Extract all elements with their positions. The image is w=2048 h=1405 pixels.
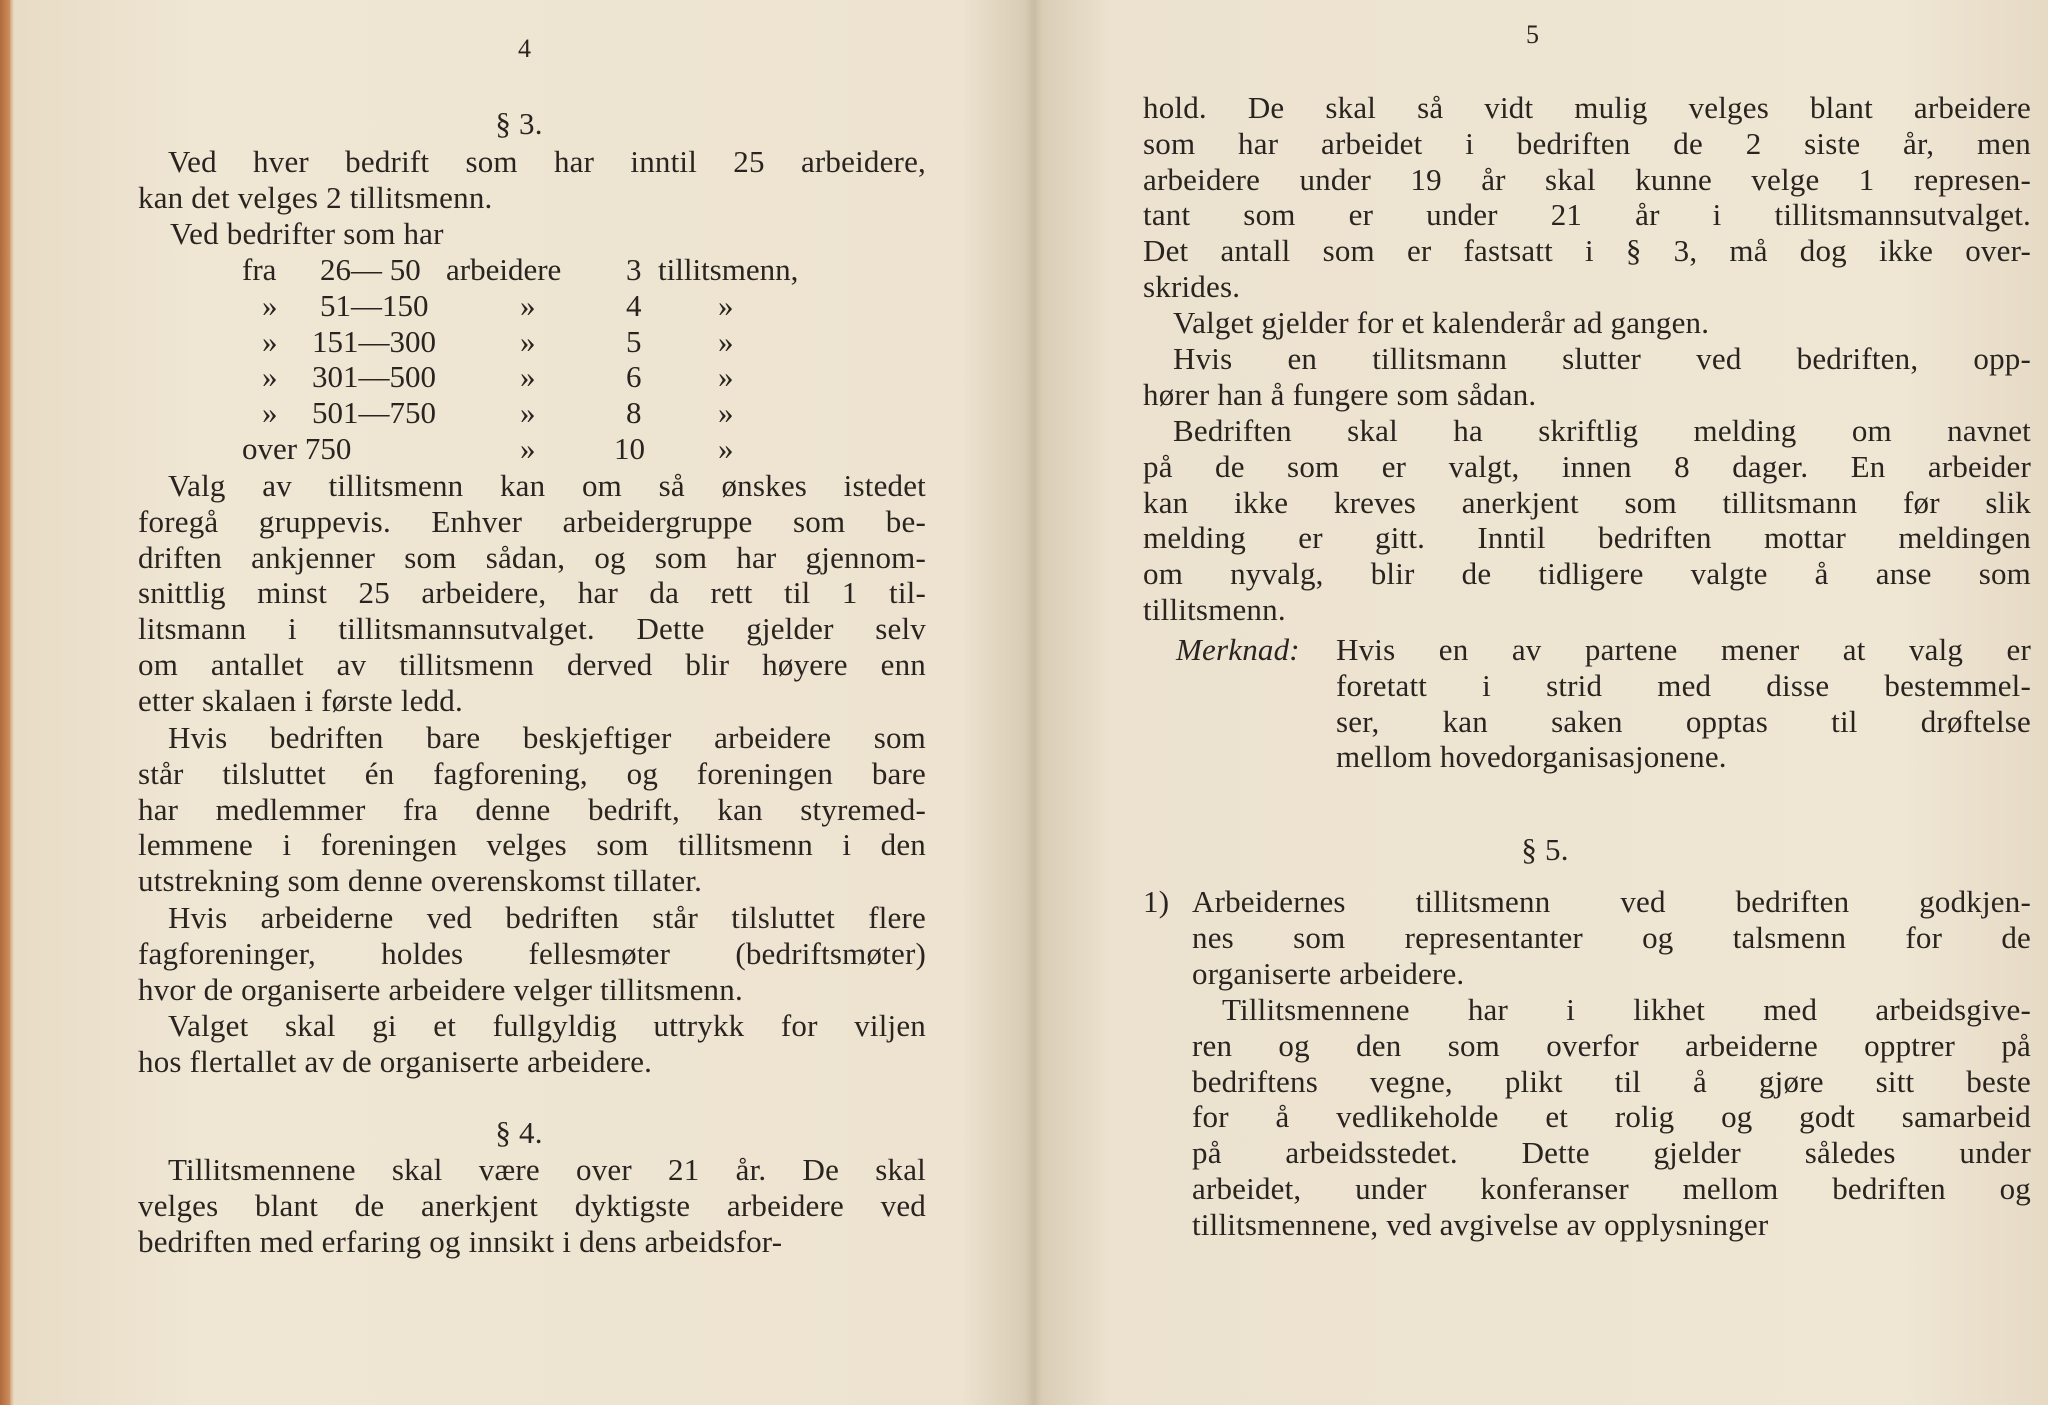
text-line: kan det velges 2 tillitsmenn.: [138, 179, 493, 215]
text-line: organiserte arbeidere.: [1192, 955, 1465, 991]
text-line: melding er gitt. Inntil bedriften mottar meldingen: [1143, 520, 2031, 556]
text-line: foregå gruppevis. Enhver arbeidergruppe som be-: [138, 503, 926, 539]
table-cell: 5: [626, 323, 642, 359]
text-line: snittlig minst 25 arbeidere, har da rett til 1 til-: [138, 575, 926, 611]
table-row: [14, 324, 1014, 360]
text-line: om antallet av tillitsmenn derved blir høyere enn: [138, 647, 926, 682]
text-line: Ved hver bedrift som har inntil 25 arbeidere,: [168, 144, 926, 179]
text-line: på arbeidsstedet. Dette gjelder således under: [1192, 1135, 2031, 1171]
text-line: ser, kan saken opptas til drøftelse: [1336, 703, 2031, 739]
text-line: nes som representanter og talsmenn for de: [1192, 919, 2031, 955]
merknad-label: Merknad:: [1176, 632, 1300, 667]
text-line: bedriften med erfaring og innsikt i dens arbeidsfor-: [138, 1223, 783, 1259]
left-page: [14, 0, 1029, 1405]
page-number: 4: [518, 34, 531, 63]
table-cell: »: [520, 323, 536, 359]
text-line: hvor de organiserte arbeidere velger tillitsmenn.: [138, 971, 743, 1007]
text-line: bedriftens vegne, plikt til å gjøre sitt beste: [1192, 1063, 2031, 1099]
text-line: Det antall som er fastsatt i § 3, må dog ikke over-: [1143, 233, 2031, 269]
table-cell: 151—300: [312, 323, 436, 359]
text-line: på de som er valgt, innen 8 dager. En arbeider: [1143, 448, 2031, 484]
text-line: Valget skal gi et fullgyldig uttrykk for viljen: [168, 1008, 926, 1043]
table-cell: »: [520, 395, 536, 431]
text-line: driften ankjenner som sådan, og som har gjennom-: [138, 539, 926, 575]
text-line: lemmene i foreningen velges som tillitsmenn i den: [138, 827, 926, 863]
text-line: tant som er under 21 år i tillitsmannsutvalget.: [1143, 197, 2031, 233]
text-line: Hvis arbeiderne ved bedriften står tilsluttet flere: [168, 900, 926, 935]
text-line: fagforeninger, holdes fellesmøter (bedriftsmøter): [138, 935, 926, 971]
text-line: som har arbeidet i bedriften de 2 siste år, men: [1143, 125, 2031, 161]
list-item-label: 1): [1143, 884, 1170, 919]
text-line: Ved bedrifter som har: [170, 216, 444, 251]
table-row: [14, 288, 1014, 324]
text-line: Valget gjelder for et kalenderår ad gangen.: [1173, 305, 1710, 340]
text-line: kan ikke kreves anerkjent som tillitsmann før slik: [1143, 484, 2031, 520]
text-line: Hvis en av partene mener at valg er: [1336, 632, 2031, 667]
right-page: [1040, 0, 2048, 1405]
text-line: tillitsmennene, ved avgivelse av opplysninger: [1192, 1206, 1769, 1242]
text-line: litsmann i tillitsmannsutvalget. Dette gjelder selv: [138, 611, 926, 647]
text-line: foretatt i strid med disse bestemmel-: [1336, 667, 2031, 703]
table-cell: 51—150: [320, 287, 429, 323]
table-cell: »: [262, 395, 278, 431]
text-line: hører han å fungere som sådan.: [1143, 376, 1537, 412]
text-line: skrides.: [1143, 269, 1241, 304]
table-cell: »: [718, 323, 734, 359]
table-cell: »: [520, 431, 536, 466]
table-cell: »: [718, 359, 734, 395]
table-cell: tillitsmenn,: [658, 252, 799, 287]
page-number: 5: [1526, 20, 1539, 49]
section-heading: § 3.: [495, 106, 543, 141]
table-cell: »: [262, 359, 278, 395]
text-line: Hvis bedriften bare beskjeftiger arbeidere som: [168, 720, 926, 755]
text-line: for å vedlikeholde et rolig og godt samarbeid: [1192, 1099, 2031, 1135]
text-line: om nyvalg, blir de tidligere valgte å anse som: [1143, 556, 2031, 592]
text-line: etter skalaen i første ledd.: [138, 682, 463, 718]
table-cell: 6: [626, 359, 642, 395]
text-line: hold. De skal så vidt mulig velges blant arbeidere: [1143, 90, 2031, 125]
table-row: [14, 252, 1014, 288]
table-cell: 301—500: [312, 359, 436, 395]
table-cell: »: [262, 287, 278, 323]
text-line: ren og den som overfor arbeiderne opptrer på: [1192, 1027, 2031, 1063]
text-line: Tillitsmennene skal være over 21 år. De skal: [168, 1152, 926, 1187]
text-line: Bedriften skal ha skriftlig melding om navnet: [1173, 413, 2031, 448]
table-cell: 4: [626, 287, 642, 323]
text-line: står tilsluttet én fagforening, og foreningen bare: [138, 755, 926, 791]
text-line: arbeidere under 19 år skal kunne velge 1 represen-: [1143, 161, 2031, 197]
table-cell: over 750: [242, 431, 352, 466]
table-cell: 10: [614, 431, 645, 466]
table-cell: 3: [626, 252, 642, 287]
text-line: arbeidet, under konferanser mellom bedriften og: [1192, 1171, 2031, 1206]
text-line: tillitsmenn.: [1143, 592, 1286, 627]
table-row: [14, 359, 1014, 395]
book-edge: [0, 0, 10, 1405]
text-line: Tillitsmennene har i likhet med arbeidsgive-: [1222, 992, 2031, 1027]
text-line: Hvis en tillitsmann slutter ved bedriften, opp-: [1173, 341, 2031, 376]
table-cell: »: [520, 287, 536, 323]
table-cell: 8: [626, 395, 642, 431]
table-cell: 26— 50: [320, 252, 421, 287]
table-cell: »: [718, 287, 734, 323]
text-line: utstrekning som denne overenskomst tillater.: [138, 863, 703, 899]
section-heading: § 4.: [495, 1115, 543, 1150]
table-cell: arbeidere: [446, 252, 562, 287]
table-cell: fra: [242, 252, 277, 287]
text-line: har medlemmer fra denne bedrift, kan styremed-: [138, 791, 926, 827]
text-line: Valg av tillitsmenn kan om så ønskes istedet: [168, 468, 926, 503]
text-line: Arbeidernes tillitsmenn ved bedriften godkjen-: [1192, 884, 2031, 919]
table-cell: »: [262, 323, 278, 359]
table-cell: »: [520, 359, 536, 395]
table-row: [14, 395, 1014, 431]
table-cell: 501—750: [312, 395, 436, 431]
section-heading: § 5.: [1521, 832, 1569, 867]
text-line: mellom hovedorganisasjonene.: [1336, 739, 1727, 775]
table-cell: »: [718, 395, 734, 431]
table-cell: »: [718, 431, 734, 466]
text-line: velges blant de anerkjent dyktigste arbeidere ved: [138, 1187, 926, 1223]
table-row: [14, 431, 1014, 467]
text-line: hos flertallet av de organiserte arbeidere.: [138, 1043, 653, 1079]
